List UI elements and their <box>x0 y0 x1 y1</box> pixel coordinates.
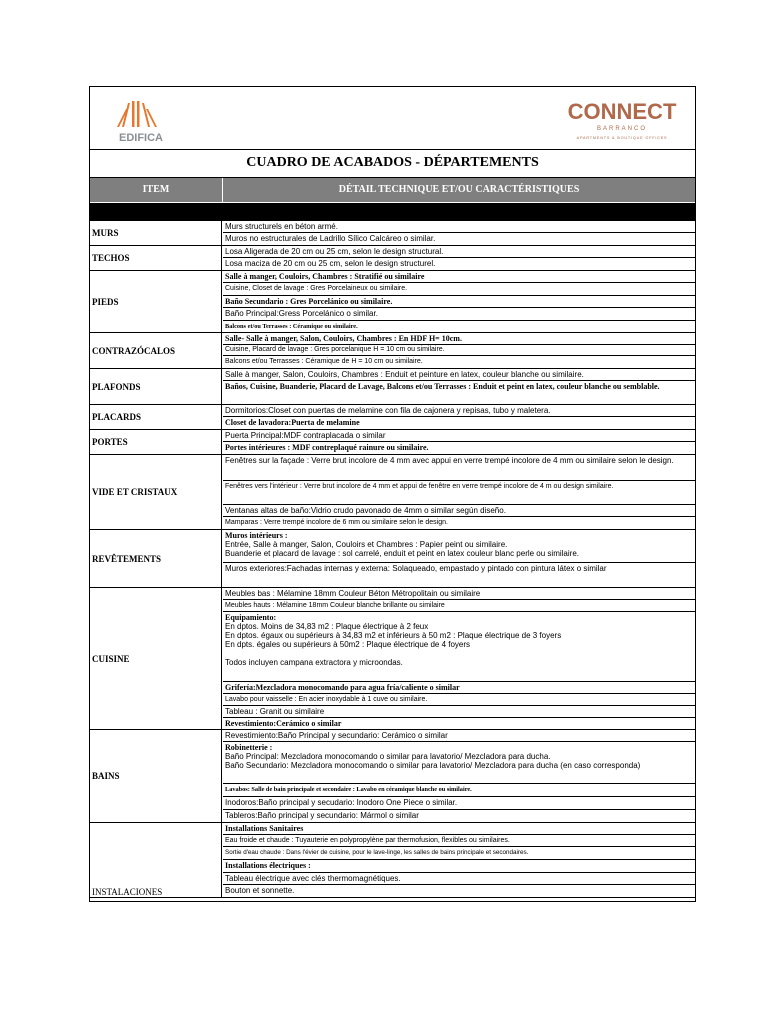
row-text: Tableros:Baño principal y secundario: Mármol o similar <box>225 811 419 820</box>
detail-row <box>223 885 695 898</box>
detail-row <box>223 356 695 369</box>
section-label: TECHOS <box>90 246 222 270</box>
connect-logo <box>552 95 692 147</box>
row-text: Grifería:Mezcladora monocomando para agua fría/caliente o similar <box>225 683 460 692</box>
row-text: Baño Principal: Mezcladora monocomando o similar para lavatorio/ Mezcladora para ducha. Baño Secundario: Mezcladora monocomando o similar para lavatorio/ Mezcladora para ducha (en caso corresponda) <box>225 752 641 770</box>
section-label: VIDE ET CRISTAUX <box>90 455 222 529</box>
connect-tagline: APARTMENTS & BOUTIQUE OFFICES <box>576 136 668 140</box>
detail-row <box>223 706 695 718</box>
row-text: Muros no estructurales de Ladrillo Sílico Calcáreo o similar. <box>225 234 436 243</box>
section-label: PORTES <box>90 430 222 454</box>
section-portes <box>90 430 695 455</box>
row-text: Closet de lavadora:Puerta de melamine <box>225 418 360 427</box>
row-text: Installations électriques : <box>225 861 311 870</box>
detail-row <box>223 308 695 321</box>
column-detail: DÉTAIL TECHNIQUE ET/OU CARACTÉRISTIQUES <box>338 184 580 195</box>
column-header <box>90 178 695 202</box>
section-label: INSTALACIONES <box>90 823 222 897</box>
detail-row <box>223 823 695 835</box>
detail-row <box>223 321 695 333</box>
row-heading: Equipamiento: <box>225 613 277 622</box>
section-cuisine <box>90 588 695 730</box>
section-label: PIEDS <box>90 271 222 332</box>
section-label: CUISINE <box>90 588 222 729</box>
row-text: Baño Principal:Gress Porcelánico o similar. <box>225 309 378 318</box>
detail-row <box>223 517 695 530</box>
row-text: Ventanas altas de baño:Vidrio crudo pavonado de 4mm o similar según diseño. <box>225 506 506 515</box>
detail-row <box>223 221 695 233</box>
row-text: Eau froide et chaude : Tuyauterie en polypropylène par thermofusion, flexibles ou similaires. <box>225 837 510 844</box>
row-text: Losa maciza de 20 cm ou 25 cm, selon le design structurel. <box>225 259 436 268</box>
detail-row <box>223 430 695 442</box>
detail-row <box>223 835 695 847</box>
row-text: Revestimiento:Cerámico o similar <box>225 719 342 728</box>
row-text: Sortie d'eau chaude : Dans l'évier de cuisine, pour le lave-linge, les salles de bains principale et secondaires. <box>225 849 529 856</box>
connect-sub: BARRANCO <box>596 126 648 132</box>
row-text: Balcons et/ou Terrasses : Céramique de H = 10 cm ou similaire. <box>225 358 423 365</box>
document-header <box>90 87 695 150</box>
detail-row <box>223 860 695 873</box>
detail-row <box>223 271 695 283</box>
row-text: Bouton et sonnette. <box>225 886 295 895</box>
row-text: Muros exteriores:Fachadas internas y externa: Solaqueado, empastado y pintado con pintura látex o similar <box>225 564 607 573</box>
detail-row <box>223 730 695 742</box>
detail-row <box>223 442 695 455</box>
row-text: Lavabo pour vaisselle : En acier inoxydable à 1 cuve ou similaire. <box>225 696 428 703</box>
detail-row <box>223 810 695 823</box>
row-text: Salle à manger, Salon, Couloirs, Chambres : Enduit et peinture en latex, couleur blanche ou similaire. <box>225 370 584 379</box>
row-text: Fenêtres sur la façade : Verre brut incolore de 4 mm avec appui en verre trempé incolore de 4 mm ou similaire selon le design. <box>225 456 674 465</box>
row-text: Inodoros:Baño principal y secudario: Inodoro One Piece o similar. <box>225 798 458 807</box>
detail-row <box>223 784 695 797</box>
section-label: PLACARDS <box>90 405 222 429</box>
section-label: MURS <box>90 221 222 245</box>
row-text: En dptos. Moins de 34,83 m2 : Plaque électrique à 2 feux En dptos. égaux ou supérieurs à 34,83 m2 et inférieurs à 50 m2 : Plaque électrique de 3 foyers En dpts. égales ou supérieurs à 50m2 : Plaque électrique de 4 foyers Todos incluyen campana extractora y microondas. <box>225 622 562 667</box>
row-text: Losa Aligerada de 20 cm ou 25 cm, selon le design structural. <box>225 247 444 256</box>
section-murs <box>90 221 695 246</box>
section-label: REVÊTEMENTS <box>90 530 222 587</box>
detail-row <box>223 246 695 258</box>
detail-row <box>223 417 695 430</box>
detail-row <box>223 233 695 246</box>
page-title: CUADRO DE ACABADOS - DÉPARTEMENTS <box>90 149 695 178</box>
detail-row <box>223 296 695 308</box>
row-text: Mamparas : Verre trempé incolore de 6 mm ou similaire selon le design. <box>225 519 448 526</box>
row-text: Cuisine, Closet de lavage : Gres Porcelaineux ou similaire. <box>225 285 408 292</box>
section-contraz-calos <box>90 333 695 369</box>
row-text: Tableau électrique avec clés thermomagnétiques. <box>225 874 401 883</box>
row-heading: Muros intérieurs : <box>225 531 288 540</box>
row-text: Fenêtres vers l'intérieur : Verre brut incolore de 4 mm et appui de fenêtre en verre trempé incolore de 4 m ou design similaire. <box>225 483 614 490</box>
row-text: Baño Secundario : Gres Porcelánico ou similaire. <box>225 297 393 306</box>
detail-row <box>223 530 695 563</box>
row-text: Murs structurels en béton armé. <box>225 222 338 231</box>
row-text: Tableau : Granit ou similaire <box>225 707 325 716</box>
section-rev-tements <box>90 530 695 588</box>
section-placards <box>90 405 695 430</box>
edifica-logo <box>106 97 176 145</box>
row-text: Meubles bas : Mélamine 18mm Couleur Béton Métropolitain ou similaire <box>225 589 481 598</box>
finishes-sheet <box>89 86 696 902</box>
detail-row <box>223 405 695 417</box>
row-text: Cuisine, Placard de lavage : Gres porcelanique H = 10 cm ou similaire. <box>225 346 445 353</box>
section-label: PLAFONDS <box>90 369 222 404</box>
row-text: Lavabos: Salle de bain principale et secondaire : Lavabo en céramique blanche ou similaire. <box>225 786 472 793</box>
section-vide-et-cristaux <box>90 455 695 530</box>
detail-row <box>223 455 695 481</box>
detail-row <box>223 505 695 517</box>
section-band <box>90 203 695 221</box>
row-text: Salle- Salle à manger, Salon, Couloirs, Chambres : En HDF H= 10cm. <box>225 334 462 343</box>
detail-row <box>223 481 695 505</box>
detail-row <box>223 345 695 356</box>
section-pieds <box>90 271 695 333</box>
detail-row <box>223 847 695 860</box>
detail-row <box>223 333 695 345</box>
section-plafonds <box>90 369 695 405</box>
detail-row <box>223 742 695 784</box>
column-item: ITEM <box>90 178 223 202</box>
section-instalaciones <box>90 823 695 898</box>
row-text: Salle à manger, Couloirs, Chambres : Stratifié ou similaire <box>225 272 425 281</box>
section-bains <box>90 730 695 823</box>
edifica-wordmark: EDIFICA <box>119 132 163 144</box>
detail-row <box>223 369 695 381</box>
detail-row <box>223 283 695 296</box>
row-text: Installations Sanitaires <box>225 824 304 833</box>
row-text: Balcons et/ou Terrasses : Céramique ou similaire. <box>225 323 358 330</box>
row-text: Portes intérieures : MDF contreplaqué rainure ou similaire. <box>225 443 429 452</box>
row-text: Entrée, Salle à manger, Salon, Couloirs et Chambres : Papier peint ou similaire. Buanderie et placard de lavage : sol carrelé, enduit et peint en latex couleur blanc perle ou similaire. <box>225 540 579 558</box>
connect-wordmark: CONNECT <box>567 99 677 124</box>
detail-row <box>223 694 695 706</box>
detail-row <box>223 612 695 682</box>
section-label: BAINS <box>90 730 222 822</box>
row-text: Revestimiento:Baño Principal y secundario: Cerámico o similar <box>225 731 448 740</box>
detail-row <box>223 563 695 588</box>
row-text: Meubles hauts : Mélamine 18mm Couleur blanche brillante ou similaire <box>225 602 445 609</box>
row-text: Dormitorios:Closet con puertas de melamine con fila de cajonera y repisas, tubo y maletera. <box>225 406 551 415</box>
detail-row <box>223 718 695 730</box>
detail-row <box>223 682 695 694</box>
section-label: CONTRAZÓCALOS <box>90 333 222 368</box>
detail-row <box>223 258 695 271</box>
detail-row <box>223 600 695 612</box>
detail-row <box>223 873 695 885</box>
row-text: Puerta Principal:MDF contraplacada o similar <box>225 431 386 440</box>
detail-row <box>223 797 695 810</box>
detail-row <box>223 381 695 405</box>
section-techos <box>90 246 695 271</box>
row-text: Baños, Cuisine, Buanderie, Placard de Lavage, Balcons et/ou Terrasses : Enduit et peint en latex, couleur blanche ou semblable. <box>225 382 660 391</box>
row-heading: Robinetterie : <box>225 743 273 752</box>
detail-row <box>223 588 695 600</box>
